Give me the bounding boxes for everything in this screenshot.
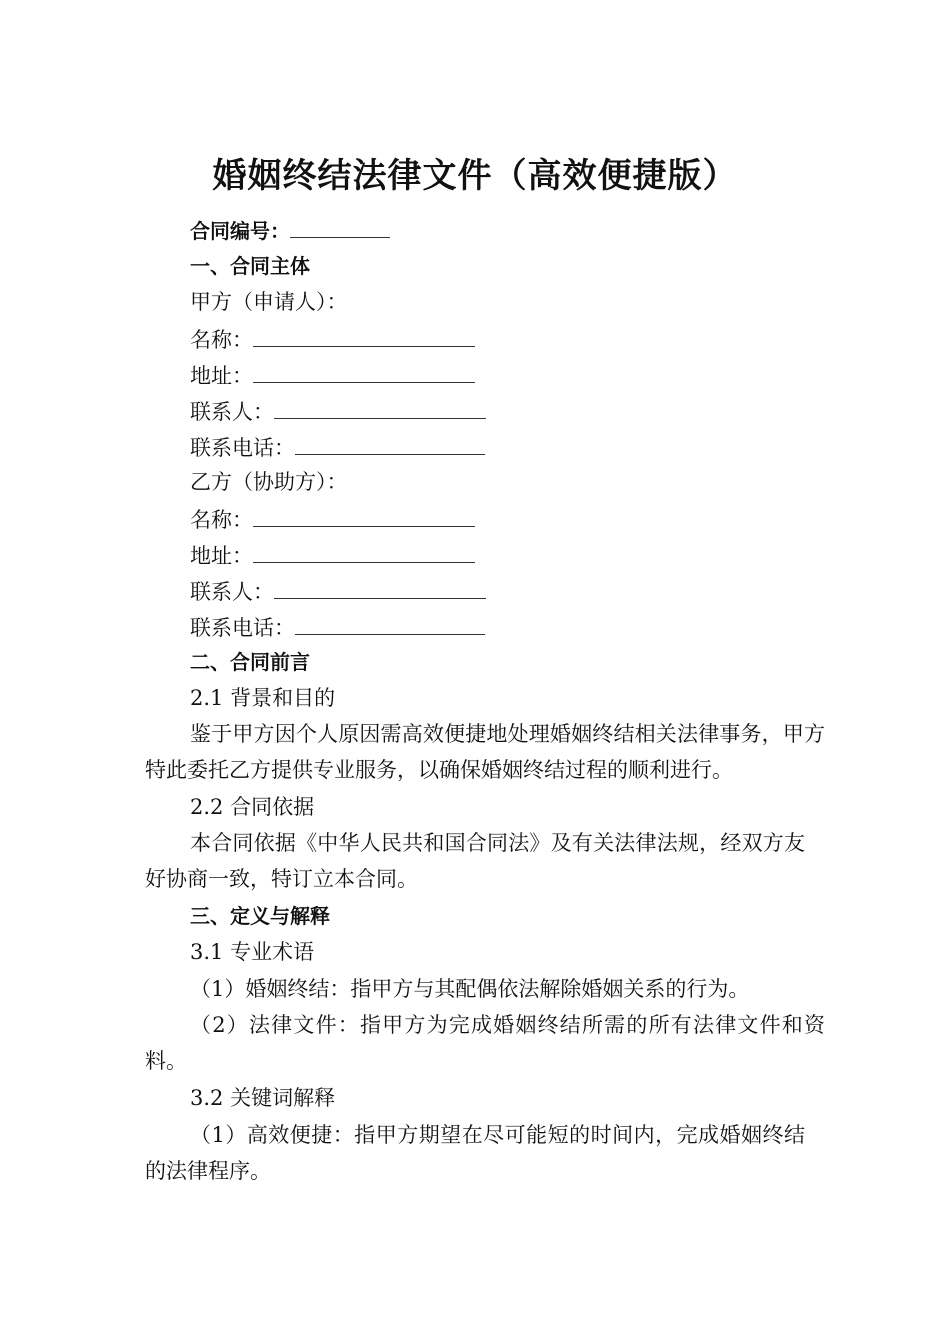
party-a-contact-label: 联系人： bbox=[190, 400, 274, 424]
party-a-address-label: 地址： bbox=[190, 364, 253, 388]
party-b-address-blank bbox=[253, 536, 475, 563]
section-1-heading: 一、合同主体 bbox=[190, 254, 310, 278]
party-b-heading: 乙方（协助方）： bbox=[190, 470, 348, 494]
party-a-name-row bbox=[190, 320, 475, 358]
subsection-3-1-heading: 3.1 专业术语 bbox=[190, 940, 315, 964]
party-b-contact-row bbox=[190, 572, 486, 610]
party-a-contact-row bbox=[190, 392, 486, 430]
section-2-heading: 二、合同前言 bbox=[190, 650, 310, 674]
party-b-name-row bbox=[190, 500, 475, 538]
party-b-phone-row bbox=[190, 608, 485, 646]
term-legal-documents: （2）法律文件：指甲方为完成婚姻终结所需的所有法律文件和资料。 bbox=[145, 1013, 825, 1073]
contract-number-row bbox=[190, 211, 390, 249]
subsection-2-1-text: 鉴于甲方因个人原因需高效便捷地处理婚姻终结相关法律事务，甲方特此委托乙方提供专业服务，以确保婚姻终结过程的顺利进行。 bbox=[145, 722, 825, 782]
party-a-heading: 甲方（申请人）： bbox=[190, 290, 348, 314]
contract-number-blank bbox=[290, 211, 390, 238]
party-b-name-blank bbox=[253, 500, 475, 527]
party-a-address-row bbox=[190, 356, 475, 394]
subsection-2-2-text: 本合同依据《中华人民共和国合同法》及有关法律法规，经双方友好协商一致，特订立本合同。 bbox=[145, 831, 805, 891]
term-marriage-termination: （1）婚姻终结：指甲方与其配偶依法解除婚姻关系的行为。 bbox=[190, 977, 750, 1001]
party-b-contact-blank bbox=[274, 572, 486, 599]
document-title: 婚姻终结法律文件（高效便捷版） bbox=[212, 156, 738, 196]
party-a-name-blank bbox=[253, 320, 475, 347]
contract-number-label: 合同编号： bbox=[190, 219, 290, 243]
subsection-2-2-heading: 2.2 合同依据 bbox=[190, 795, 315, 819]
party-a-phone-label: 联系电话： bbox=[190, 436, 295, 460]
party-b-contact-label: 联系人： bbox=[190, 580, 274, 604]
subsection-3-2-heading: 3.2 关键词解释 bbox=[190, 1086, 336, 1110]
party-b-phone-blank bbox=[295, 608, 485, 635]
subsection-2-1-heading: 2.1 背景和目的 bbox=[190, 686, 336, 710]
keyword-efficient-convenient: （1）高效便捷：指甲方期望在尽可能短的时间内，完成婚姻终结的法律程序。 bbox=[145, 1123, 805, 1183]
party-a-phone-row bbox=[190, 428, 485, 466]
party-b-name-label: 名称： bbox=[190, 508, 253, 532]
party-a-contact-blank bbox=[274, 392, 486, 419]
section-3-heading: 三、定义与解释 bbox=[190, 904, 330, 928]
party-b-address-label: 地址： bbox=[190, 544, 253, 568]
party-a-address-blank bbox=[253, 356, 475, 383]
party-b-phone-label: 联系电话： bbox=[190, 616, 295, 640]
party-a-name-label: 名称： bbox=[190, 328, 253, 352]
party-a-phone-blank bbox=[295, 428, 485, 455]
party-b-address-row bbox=[190, 536, 475, 574]
